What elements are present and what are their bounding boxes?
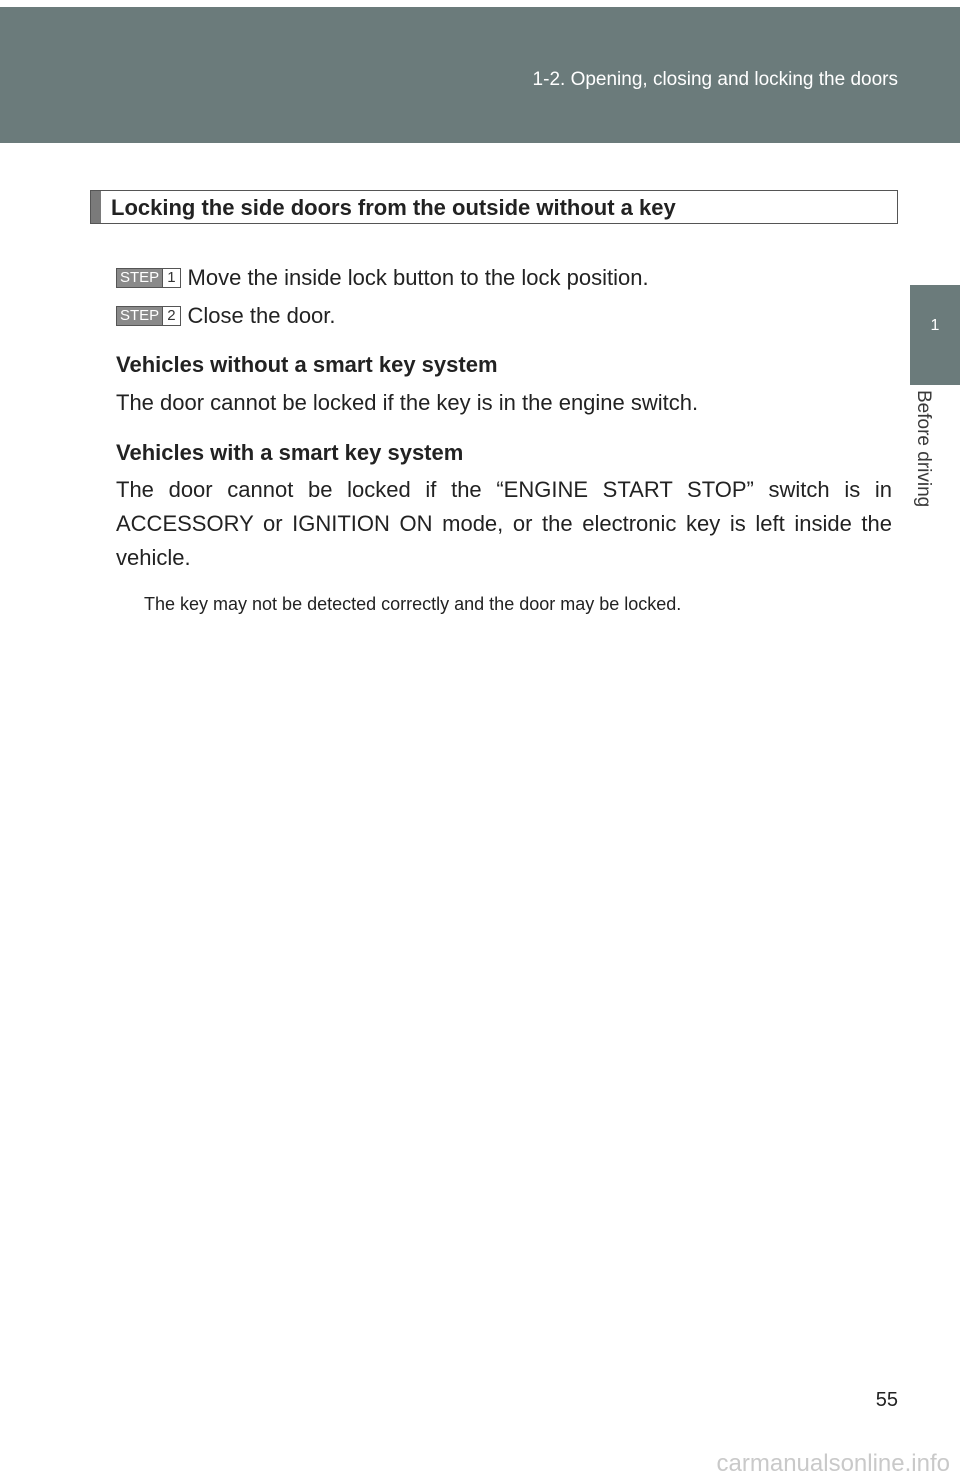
chapter-label: Before driving [913, 390, 934, 508]
subheading-no-smart-key: Vehicles without a smart key system [116, 352, 498, 377]
step-badge [116, 268, 181, 288]
section-title: Locking the side doors from the outside without a key [111, 195, 676, 220]
breadcrumb: 1-2. Opening, closing and locking the doors [532, 69, 898, 90]
subheading-smart-key: Vehicles with a smart key system [116, 440, 464, 465]
step-text: Close the door. [187, 303, 336, 328]
step-text: Move the inside lock button to the lock position. [187, 265, 649, 290]
step-1 [116, 265, 649, 291]
step-badge [116, 306, 181, 326]
paragraph-smart-key: The door cannot be locked if the “ENGINE START STOP” switch is in ACCESSORY or IGNITION ON mode, or the electronic key is left inside the vehicle. [116, 477, 892, 570]
watermark: carmanualsonline.info [716, 1450, 950, 1477]
chapter-label-container [910, 390, 960, 540]
page-number: 55 [875, 1389, 898, 1411]
chapter-number: 1 [930, 317, 940, 334]
section-heading-box [90, 190, 898, 224]
step-badge-number: 1 [162, 269, 179, 287]
step-2 [116, 303, 336, 329]
step-badge-label: STEP [117, 269, 162, 287]
section-heading-bar [91, 191, 101, 223]
chapter-tab [910, 285, 960, 385]
page-header [0, 7, 960, 143]
note-text: The key may not be detected correctly and the door may be locked. [144, 594, 682, 614]
step-badge-label: STEP [117, 307, 162, 325]
paragraph-no-smart-key: The door cannot be locked if the key is in the engine switch. [116, 390, 699, 415]
step-badge-number: 2 [162, 307, 179, 325]
